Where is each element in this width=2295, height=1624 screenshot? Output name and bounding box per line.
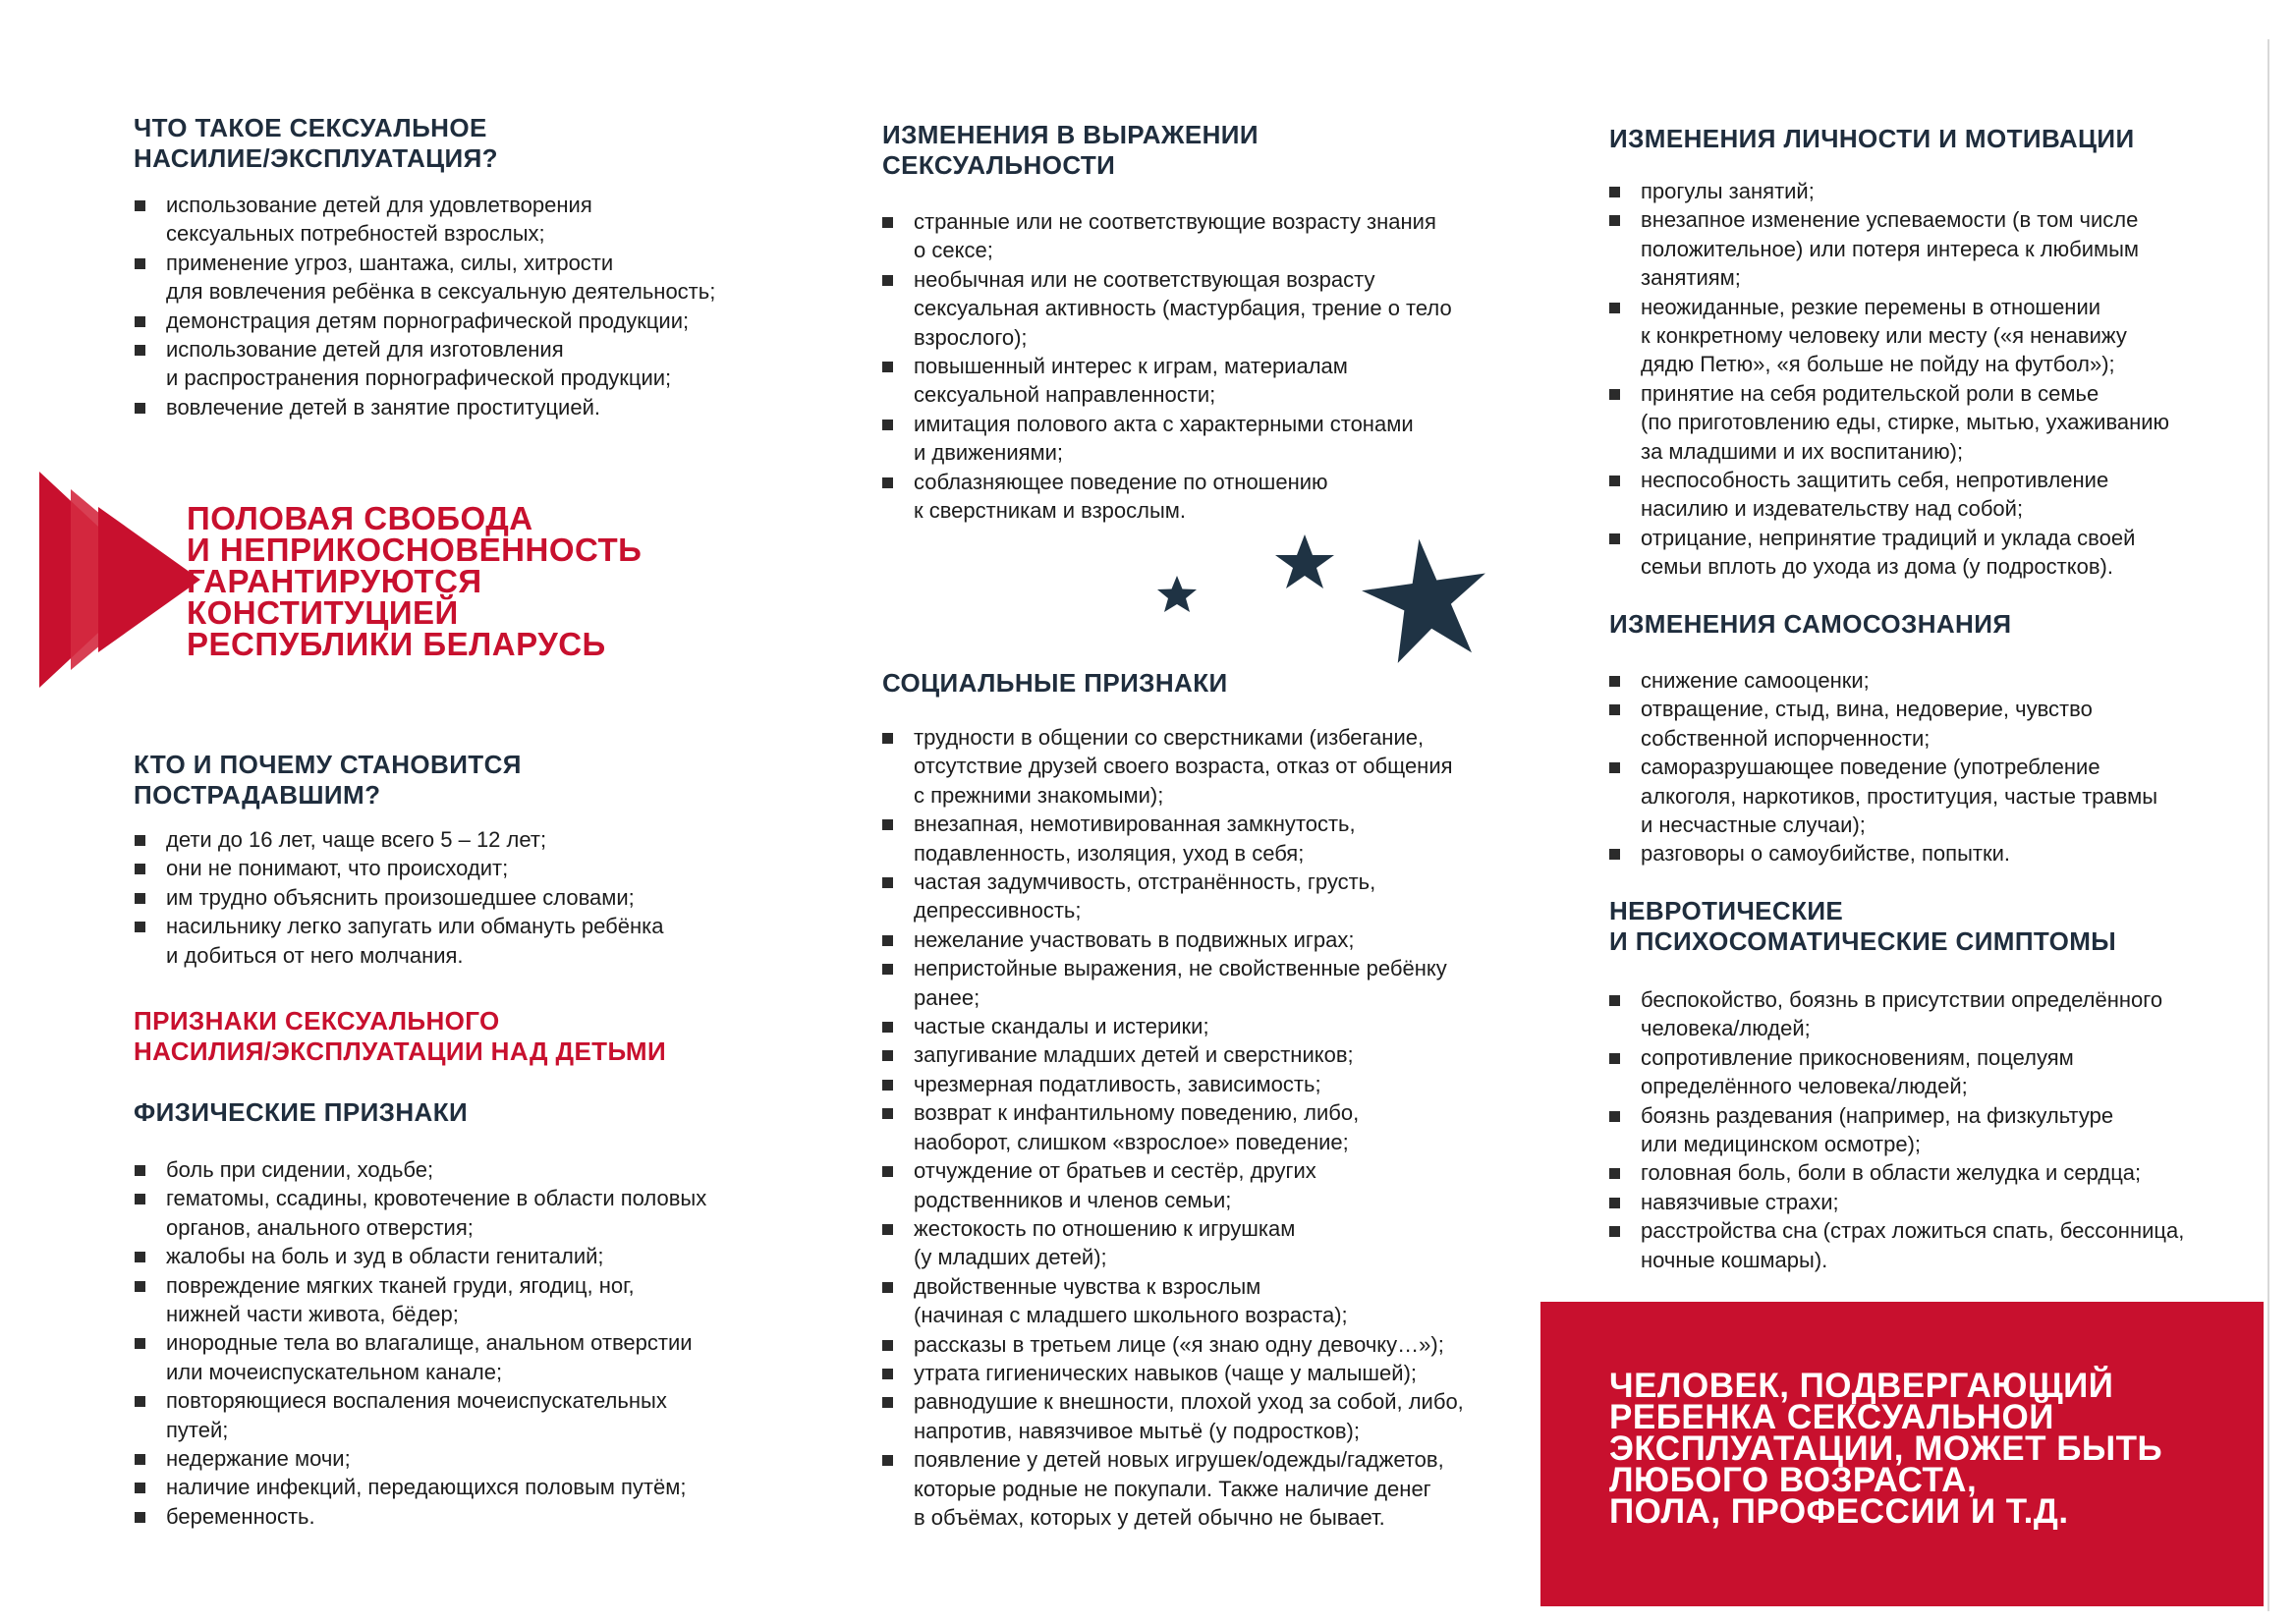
list-item-line: и движениями; — [914, 440, 1064, 466]
list-who-why — [133, 825, 663, 970]
list-item — [1607, 753, 2157, 839]
text-line: И НЕПРИКОСНОВЕННОСТЬ — [187, 532, 643, 568]
list-item-line: отрицание, непринятие традиций и уклада своей — [1641, 525, 2136, 550]
list-item-line: сексуальной направленности; — [914, 382, 1216, 408]
list-item-line: им трудно объяснить произошедшее словами; — [166, 884, 635, 910]
list-item — [880, 1070, 1464, 1098]
list-item-line: внезапная, немотивированная замкнутость, — [914, 812, 1356, 837]
list-item-line: соблазняющее поведение по отношению — [914, 469, 1328, 494]
text-line: ПОЛА, ПРОФЕССИИ И Т.Д. — [1609, 1492, 2069, 1531]
list-item-line: с прежними знакомыми); — [914, 782, 1164, 808]
list-item-line: разговоры о самоубийстве, попытки. — [1641, 841, 2010, 867]
list-item-line: утрата гигиенических навыков (чаще у малышей); — [914, 1360, 1418, 1385]
list-item-line: внезапное изменение успеваемости (в том числе — [1641, 207, 2139, 233]
list-item-line: подавленность, изоляция, уход в себя; — [914, 840, 1305, 866]
text-line: КТО И ПОЧЕМУ СТАНОВИТСЯ — [134, 750, 522, 779]
heading-who-why — [134, 750, 522, 811]
list-item-line: трудности в общении со сверстниками (избегание, — [914, 725, 1425, 750]
text-line: НАСИЛИЕ/ЭКСПЛУАТАЦИЯ? — [134, 143, 498, 173]
list-item-line: или медицинском осмотре); — [1641, 1132, 1922, 1157]
list-item-line: насильнику легко запугать или обмануть ребёнка — [166, 914, 664, 939]
list-item — [880, 1359, 1464, 1387]
list-item-line: непристойные выражения, не свойственные ребёнку — [914, 956, 1447, 981]
text-line: ПОСТРАДАВШИМ? — [134, 780, 381, 810]
list-item-line: о сексе; — [914, 238, 993, 263]
list-item-line: за младшими и их воспитанию); — [1641, 438, 1964, 464]
list-item-line: недержание мочи; — [166, 1446, 351, 1472]
list-item-line: к конкретному человеку или месту («я ненавижу — [1641, 323, 2127, 349]
list-item-line: неспособность защитить себя, непротивление — [1641, 468, 2109, 493]
list-item-line: возврат к инфантильному поведению, либо, — [914, 1100, 1360, 1126]
star-large — [1356, 531, 1496, 666]
text-line: ПРИЗНАКИ СЕКСУАЛЬНОГО — [134, 1006, 500, 1036]
heading-personality — [1609, 124, 2135, 154]
list-item-line: органов, анального отверстия; — [166, 1214, 474, 1240]
list-item — [880, 468, 1452, 526]
list-item-line: (у младших детей); — [914, 1245, 1107, 1270]
list-item-line: появление у детей новых игрушек/одежды/гаджетов, — [914, 1447, 1444, 1473]
list-item — [880, 868, 1464, 925]
panel-left — [0, 0, 786, 1624]
list-item-line: повышенный интерес к играм, материалам — [914, 354, 1348, 379]
list-item — [133, 335, 715, 393]
text-line: КОНСТИТУЦИЕЙ — [187, 594, 459, 631]
star-medium — [1275, 534, 1334, 588]
list-item-line: использование детей для изготовления — [166, 337, 564, 363]
text-line: ИЗМЕНЕНИЯ САМОСОЗНАНИЯ — [1609, 609, 2012, 639]
list-item-line: путей; — [166, 1417, 229, 1442]
list-item-line: занятиям; — [1641, 265, 1741, 291]
list-item — [133, 249, 715, 307]
list-item-line: равнодушие к внешности, плохой уход за собой, либо, — [914, 1389, 1464, 1415]
list-item — [880, 1012, 1464, 1040]
heading-physical — [134, 1097, 468, 1128]
list-item — [133, 854, 663, 882]
list-item — [880, 954, 1464, 1012]
list-item — [133, 1444, 706, 1473]
list-item-line: рассказы в третьем лице («я знаю одну девочку…»); — [914, 1331, 1444, 1357]
list-item-line: и добиться от него молчания. — [166, 942, 464, 968]
list-self-awareness — [1607, 666, 2157, 868]
list-item — [1607, 205, 2169, 292]
list-item-line: отчуждение от братьев и сестёр, других — [914, 1158, 1316, 1184]
text-line: ПОЛОВАЯ СВОБОДА — [187, 500, 533, 536]
list-item-line: гематомы, ссадины, кровотечение в области половых — [166, 1186, 707, 1211]
list-item-line: (начиная с младшего школьного возраста); — [914, 1303, 1348, 1328]
list-item-line: нижней части живота, бёдер; — [166, 1302, 459, 1327]
list-item-line: сексуальная активность (мастурбация, трение о тело — [914, 296, 1452, 321]
list-item — [1607, 293, 2169, 379]
list-item — [1607, 1158, 2184, 1187]
list-item-line: в объёмах, которых у детей обычно не бывает. — [914, 1504, 1385, 1530]
list-item-line: расстройства сна (страх ложиться спать, бессонница, — [1641, 1218, 2185, 1244]
list-item — [880, 1272, 1464, 1330]
list-item — [1607, 1101, 2184, 1159]
list-item — [133, 1473, 706, 1501]
list-item — [880, 810, 1464, 868]
list-item-line: двойственные чувства к взрослым — [914, 1273, 1261, 1299]
list-item — [133, 307, 715, 335]
list-item — [880, 1040, 1464, 1069]
text-line: ЧТО ТАКОЕ СЕКСУАЛЬНОЕ — [134, 113, 487, 142]
panel-middle — [833, 0, 1521, 1624]
list-item-line: саморазрушающее поведение (употребление — [1641, 755, 2100, 780]
list-item — [880, 265, 1452, 352]
text-line: НЕВРОТИЧЕСКИЕ — [1609, 896, 1844, 925]
list-item — [880, 1330, 1464, 1359]
list-item — [880, 1387, 1464, 1445]
list-item-line: собственной испорченности; — [1641, 725, 1931, 751]
list-item-line: головная боль, боли в области желудка и сердца; — [1641, 1160, 2142, 1186]
list-item — [880, 1098, 1464, 1156]
list-item-line: демонстрация детям порнографической продукции; — [166, 308, 690, 333]
red-callout-text — [1609, 1367, 2163, 1531]
list-item-line: имитация полового акта с характерными стонами — [914, 411, 1414, 436]
list-item — [133, 1386, 706, 1444]
list-item-line: беспокойство, боязнь в присутствии определённого — [1641, 987, 2163, 1012]
list-item-line: к сверстникам и взрослым. — [914, 498, 1187, 524]
list-item-line: частые скандалы и истерики; — [914, 1014, 1209, 1039]
stars-decoration — [1149, 521, 1503, 688]
list-item — [880, 925, 1464, 954]
list-item — [133, 1155, 706, 1184]
list-item-line: определённого человека/людей; — [1641, 1074, 1968, 1099]
heading-self-awareness — [1609, 609, 2011, 640]
list-item — [880, 723, 1464, 810]
list-item-line: насилию и издевательству над собой; — [1641, 496, 2024, 522]
heading-signs — [134, 1006, 666, 1067]
list-what-is — [133, 191, 715, 421]
list-item — [1607, 666, 2157, 695]
text-line: ЭКСПЛУАТАЦИИ, МОЖЕТ БЫТЬ — [1609, 1429, 2163, 1468]
list-item — [133, 1271, 706, 1329]
list-sexuality — [880, 207, 1452, 525]
list-item — [1607, 379, 2169, 466]
text-line: ЛЮБОГО ВОЗРАСТА, — [1609, 1461, 1978, 1499]
list-item — [880, 207, 1452, 265]
list-physical — [133, 1155, 706, 1531]
list-item-line: беременность. — [166, 1503, 315, 1529]
list-item — [880, 1214, 1464, 1272]
list-item — [133, 912, 663, 970]
list-item-line: повреждение мягких тканей груди, ягодиц, ног, — [166, 1272, 635, 1298]
list-item-line: которые родные не покупали. Также наличие денег — [914, 1476, 1431, 1501]
text-line: РЕБЕНКА СЕКСУАЛЬНОЙ — [1609, 1398, 2054, 1436]
list-item — [133, 191, 715, 249]
text-line: СОЦИАЛЬНЫЕ ПРИЗНАКИ — [882, 668, 1228, 698]
heading-what-is — [134, 113, 498, 174]
list-item — [133, 1242, 706, 1270]
list-item — [133, 1328, 706, 1386]
list-item — [880, 410, 1452, 468]
list-item-line: они не понимают, что происходит; — [166, 856, 509, 881]
list-item-line: навязчивые страхи; — [1641, 1189, 1839, 1214]
text-line: И ПСИХОСОМАТИЧЕСКИЕ СИМПТОМЫ — [1609, 926, 2117, 956]
list-item-line: жалобы на боль и зуд в области гениталий; — [166, 1244, 604, 1269]
list-item-line: чрезмерная податливость, зависимость; — [914, 1071, 1321, 1096]
list-item-line: принятие на себя родительской роли в семье — [1641, 380, 2099, 406]
list-item-line: взрослого); — [914, 324, 1028, 350]
list-personality — [1607, 177, 2169, 582]
list-item-line: семьи вплоть до ухода из дома (у подростков). — [1641, 554, 2113, 580]
list-item-line: необычная или не соответствующая возрасту — [914, 266, 1375, 292]
list-item-line: сексуальных потребностей взрослых; — [166, 221, 545, 247]
text-line: ГАРАНТИРУЮТСЯ — [187, 563, 482, 599]
list-item-line: частая задумчивость, отстранённость, грусть, — [914, 869, 1376, 895]
list-item-line: для вовлечения ребёнка в сексуальную деятельность; — [166, 279, 716, 305]
list-item-line: сопротивление прикосновениям, поцелуям — [1641, 1044, 2074, 1070]
list-item-line: депрессивность; — [914, 898, 1082, 924]
list-item — [1607, 1216, 2184, 1274]
list-item-line: неожиданные, резкие перемены в отношении — [1641, 294, 2101, 319]
list-item-line: наличие инфекций, передающихся половым путём; — [166, 1475, 687, 1500]
list-item-line: странные или не соответствующие возрасту знания — [914, 209, 1436, 234]
list-item-line: применение угроз, шантажа, силы, хитрости — [166, 250, 614, 275]
list-item-line: боязнь раздевания (например, на физкультуре — [1641, 1102, 2114, 1128]
list-item — [1607, 177, 2169, 205]
list-item — [1607, 985, 2184, 1043]
text-line: ИЗМЕНЕНИЯ ЛИЧНОСТИ И МОТИВАЦИИ — [1609, 124, 2135, 153]
list-item-line: вовлечение детей в занятие проституцией. — [166, 394, 600, 420]
list-item — [133, 1184, 706, 1242]
text-line: ЧЕЛОВЕК, ПОДВЕРГАЮЩИЙ — [1609, 1367, 2114, 1405]
page-edge-line — [2267, 39, 2269, 1611]
list-item-line: жестокость по отношению к игрушкам — [914, 1215, 1296, 1241]
list-neurotic — [1607, 985, 2184, 1274]
list-item — [133, 1502, 706, 1531]
list-item-line: (по приготовлению еды, стирке, мытью, ухаживанию — [1641, 410, 2170, 435]
list-item-line: напротив, навязчивое мытьё (у подростков); — [914, 1418, 1360, 1443]
text-line: ИЗМЕНЕНИЯ В ВЫРАЖЕНИИ — [882, 120, 1259, 149]
list-item-line: наоборот, слишком «взрослое» поведение; — [914, 1129, 1349, 1154]
heading-sexuality — [882, 120, 1259, 181]
text-line: РЕСПУБЛИКИ БЕЛАРУСЬ — [187, 626, 606, 662]
slogan-constitution — [187, 500, 643, 662]
star-small — [1157, 576, 1197, 612]
list-item-line: снижение самооценки; — [1641, 668, 1870, 693]
heading-neurotic — [1609, 896, 2116, 957]
list-item — [1607, 466, 2169, 524]
list-item — [1607, 1043, 2184, 1101]
red-arrow-graphic — [39, 472, 206, 688]
list-item-line: и распространения порнографической продукции; — [166, 365, 672, 391]
list-item — [133, 883, 663, 912]
list-item-line: дети до 16 лет, чаще всего 5 – 12 лет; — [166, 827, 547, 852]
list-item — [880, 1445, 1464, 1532]
list-item-line: и несчастные случаи); — [1641, 812, 1866, 838]
list-item-line: ранее; — [914, 984, 980, 1010]
text-line: ФИЗИЧЕСКИЕ ПРИЗНАКИ — [134, 1097, 469, 1127]
list-item-line: использование детей для удовлетворения — [166, 193, 592, 217]
list-item-line: дядю Петю», «я больше не пойду на футбол»); — [1641, 352, 2115, 377]
list-item-line: инородные тела во влагалище, анальном отверстии — [166, 1330, 693, 1356]
list-item-line: запугивание младших детей и сверстников; — [914, 1042, 1354, 1068]
list-item — [133, 393, 715, 421]
text-line: СЕКСУАЛЬНОСТИ — [882, 150, 1116, 180]
list-item-line: отсутствие друзей своего возраста, отказ от общения — [914, 754, 1453, 779]
list-item — [133, 825, 663, 854]
list-item-line: человека/людей; — [1641, 1016, 1811, 1041]
list-item — [880, 1156, 1464, 1214]
list-item-line: ночные кошмары). — [1641, 1247, 1828, 1272]
list-item-line: повторяющиеся воспаления мочеиспускательных — [166, 1388, 667, 1414]
list-item — [880, 352, 1452, 410]
text-line: НАСИЛИЯ/ЭКСПЛУАТАЦИИ НАД ДЕТЬМИ — [134, 1036, 667, 1066]
list-item — [1607, 695, 2157, 753]
list-item-line: боль при сидении, ходьбе; — [166, 1157, 434, 1182]
list-item-line: нежелание участвовать в подвижных играх; — [914, 926, 1355, 952]
list-item-line: прогулы занятий; — [1641, 179, 1815, 203]
list-item-line: положительное) или потеря интереса к любимым — [1641, 236, 2140, 261]
list-item-line: алкоголя, наркотиков, проституция, частые травмы — [1641, 783, 2158, 809]
list-item-line: или мочеиспускательном канале; — [166, 1359, 503, 1384]
list-item — [1607, 1188, 2184, 1216]
list-social — [880, 723, 1464, 1532]
list-item-line: родственников и членов семьи; — [914, 1187, 1232, 1212]
list-item — [1607, 839, 2157, 868]
list-item — [1607, 524, 2169, 582]
list-item-line: отвращение, стыд, вина, недоверие, чувство — [1641, 697, 2093, 722]
